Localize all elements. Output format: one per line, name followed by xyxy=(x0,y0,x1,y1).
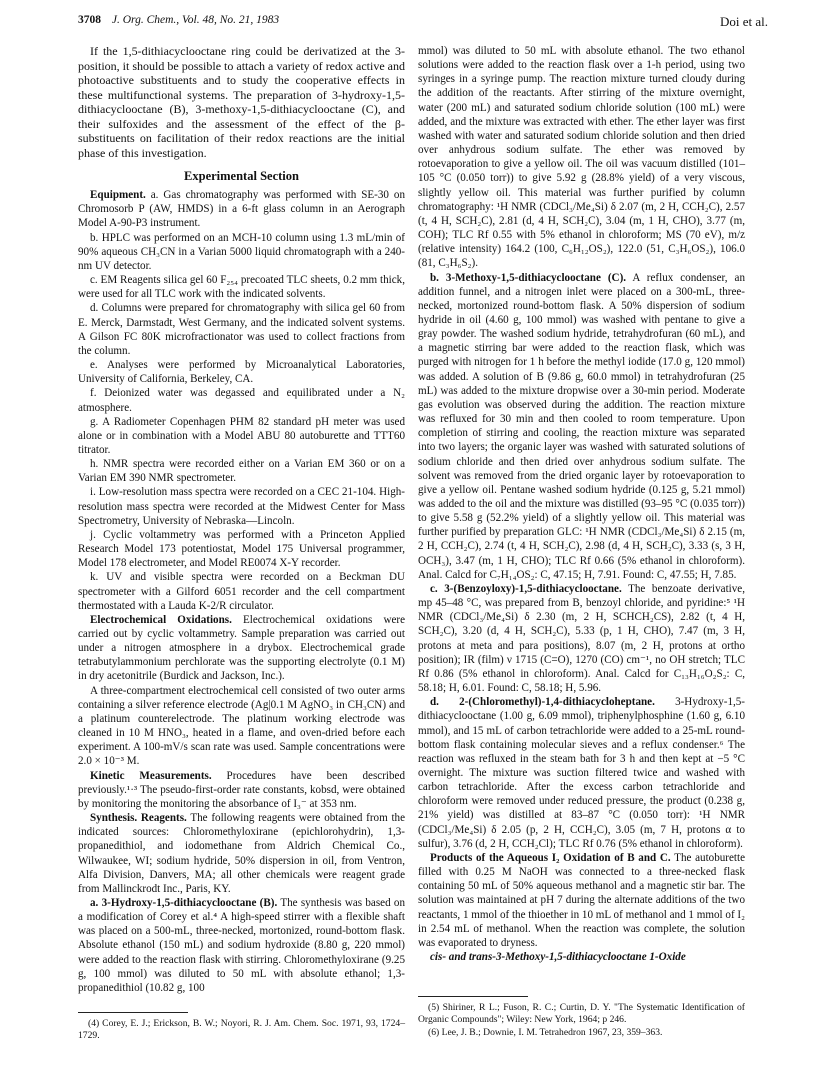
equipment-b: b. HPLC was performed on an MCH-10 column using 1.3 mL/min of 90% aqueous CH₃CN in a Varian 5000 liquid chromatograph with a 240-nm UV detector. xyxy=(78,231,405,272)
left-column xyxy=(78,44,405,995)
synthesis-text: The following reagents were obtained from the indicated sources: Chloromethyloxirane (epichlorohydrin), 1,3-propanedithiol, and iodomethane from Aldrich Chemical Co., Wilwaukee, WI; sodium hydride, 50% dispersion in oil, from Ventron, Alfa Division, Danvers, MA; all other chemicals were reagent grade from Mallinckrodt Inc., Paris, KY. xyxy=(78,812,405,895)
footnote-rule-right xyxy=(418,996,528,997)
chloromethyl-heading: d. 2-(Chloromethyl)-1,4-dithiacycloheptane. xyxy=(430,696,655,709)
electrochem-heading: Electrochemical Oxidations. xyxy=(90,613,232,626)
footnotes-right xyxy=(418,1002,745,1040)
footnotes-left xyxy=(78,1018,405,1043)
products-heading: Products of the Aqueous I₂ Oxidation of B and C. xyxy=(430,851,671,864)
kinetic-paragraph xyxy=(78,769,405,811)
section-title: Experimental Section xyxy=(184,169,299,183)
compound-c-paragraph xyxy=(418,271,745,582)
equipment-c: c. EM Reagents silica gel 60 F₂₅₄ precoated TLC sheets, 0.2 mm thick, were used for all TLC work with the indicated solvents. xyxy=(78,274,405,301)
chloromethyl-text: 3-Hydroxy-1,5-dithiacyclooctane (1.00 g, 6.09 mmol), triphenylphosphine (1.60 g, 6.10 mmol), and 15 mL of carbon tetrachloride were added to a 25-mL round-bottom flask containing molecular sieves and a reflux condenser.⁶ The reaction was refluxed in the steam bath for 3 h and then kept at −5 °C overnight. The mixture was suction filtered twice and washed with carbon tetrachloride. After the excess carbon tetrachloride and chloroform were removed under reduced pressure, the product (0.238 g, 21% yield) was distilled at 83–87 °C (0.050 torr): ¹H NMR (CDCl₃/Me₄Si) δ 2.05 (p, 2 H, CCH₂C), 3.05 (m, 7 H, protons α to sulfur), 3.76 (d, 2 H, CCH₂Cl); TLC Rf 0.76 (5% ethanol in chloroform). xyxy=(418,696,745,850)
equipment-k: k. UV and visible spectra were recorded on a Beckman DU spectrometer with a Gilford 6051 recorder and the cell compartment thermostated with a Lauda K-2/R circulator. xyxy=(78,571,405,612)
page-number: 3708 xyxy=(78,14,101,26)
journal-citation: J. Org. Chem., Vol. 48, No. 21, 1983 xyxy=(111,14,280,26)
compound-b-heading: a. 3-Hydroxy-1,5-dithiacyclooctane (B). xyxy=(90,896,278,909)
equipment-g: g. A Radiometer Copenhagen PHM 82 standard pH meter was used alone or in combination with a Model ABU 80 autoburette and TTT60 titrator. xyxy=(78,415,405,456)
products-paragraph xyxy=(418,851,745,950)
footnote-4: (4) Corey, E. J.; Erickson, B. W.; Noyori, R. J. Am. Chem. Soc. 1971, 93, 1724–1729. xyxy=(78,1018,405,1041)
equipment-paragraph xyxy=(78,188,405,230)
compound-b-text: The synthesis was based on a modification of Corey et al.⁴ A high-speed stirrer with a flexible shaft was placed on a 500-mL, three-necked, mortonized, round-bottom flask. Absolute ethanol (150 mL) and sodium hydroxide (8.80 g, 220 mmol) were added to the reaction flask with stirring. Chloromethyloxirane (9.25 g, 100 mmol) was diluted to 50 mL with absolute ethanol; 1,3-propanedithiol (10.82 g, 100 xyxy=(78,896,405,994)
kinetic-heading: Kinetic Measurements. xyxy=(90,769,212,782)
running-authors: Doi et al. xyxy=(719,14,768,29)
products-text: The autoburette filled with 0.25 M NaOH was connected to a three-necked flask containing 50 mL of 50% aqueous methanol and a magnetic stir bar. The solution was maintained at pH 7 during the alternate additions of the two reactants, 1 mmol of the thioether in 10 mL of methanol and 1 mmol of I₂ in 2.54 mL of methanol. When the reaction was complete, the solution was evaporated to dryness. xyxy=(418,851,746,949)
continued-paragraph: mmol) was diluted to 50 mL with absolute ethanol. The two ethanol solutions were added to the reaction flask over a 1-h period, using two syringes in a syringe pump. The reaction mixture turned cloudy during the addition of the reactants. After stirring of the mixture overnight, water (200 mL) and saturated sodium chloride solution (100 mL) were added, and the mixture was extracted with ether. The ether layer was first washed with water and saturated sodium chloride solution and then dried over anhydrous sodium sulfate. The ether was removed by rotoevaporation to give a yellow oil. The oil was vacuum distilled (101–105 °C (0.050 torr)) to give 5.92 g (28.8% yield) of a very viscous, slightly yellow oil. This material was further purified by column chromatography: ¹H NMR (CDCl₃/Me₄Si) δ 2.07 (m, 2 H, CCH₂C), 2.57 (t, 4 H, SCH₂C), 2.81 (d, 4 H, SCH₂C), 3.04 (m, 1 H, CHO), 3.77 (m, COH); TLC Rf 0.55 with 5% ethanol in chloroform; MS (70 eV), m/z (relative intensity) 164.2 (100, C₆H₁₂OS₂), 122.0 (51, C₃H₆OS₂), 106.0 (81, C₃H₆S₂). xyxy=(418,45,745,270)
sulfoxide-heading-paragraph xyxy=(418,950,745,964)
compound-c-text: A reflux condenser, an addition funnel, and a nitrogen inlet were placed on a 300-mL, three-necked, mortonized round-bottom flask. A 50% dispersion of sodium hydride in oil (4.60 g, 100 mmol) was washed with pentane to give a gray powder. The washed sodium hydride, tetrahydrofuran (60 mL), and a magnetic stirring bar were added to the reaction flask, which was purged with nitrogen for 1 h before the methyl iodide (17.0 g, 120 mmol) was added. A solution of B (9.86 g, 60.0 mmol) in tetrahydrofuran (25 mL) was added to the mixture dropwise over a 30-min period. Moderate gas evolution was observed during the addition. The reaction mixture was refluxed for 30 min and then cooled to room temperature. Upon completion of stirring and cooling, the reaction mixture was separated into two layers; the organic layer was washed with saturated solutions of sodium chloride and then dried over anhydrous sodium sulfate. The solvent was removed from the dried organic layer by rotoevaporation to give a yellow oil. Pentane washed sodium hydride (0.125 g, 5.21 mmol) was added to the oil and the mixture was distilled (93–95 °C (0.035 torr)) to give 5.58 g (52.2% yield) of a slightly yellow oil. This material was further purified by preparation GLC: ¹H NMR (CDCl₃/Me₄Si) δ 2.15 (m, 2 H, CCH₂C), 2.74 (t, 4 H, SCH₂C), 2.98 (d, 4 H, SCH₂C), 3.33 (s, 3 H, OCH₃), 3.47 (m, 1 H, CHO); TLC Rf 0.66 (5% ethanol in chloroform). Anal. Calcd for C₇H₁₄OS₂: C, 47.15; H, 7.91. Found: C, 47.55; H, 7.85. xyxy=(418,271,746,581)
equipment-f: f. Deionized water was degassed and equilibrated under a N₂ atmosphere. xyxy=(78,387,405,414)
compound-c-heading: b. 3-Methoxy-1,5-dithiacyclooctane (C). xyxy=(430,271,627,284)
kinetic-text: Procedures have been described previously.¹·³ The pseudo-first-order rate constants, kobsd, were obtained by monitoring the monitoring the absorbance of I₃⁻ at 353 nm. xyxy=(78,769,405,810)
equipment-heading: Equipment. xyxy=(90,189,146,202)
electrochem-text: Electrochemical oxidations were carried out by cyclic voltammetry. Sample preparation was carried out under a nitrogen atmosphere in a drybox. Electrochemical grade tetrabutylammonium perchlorate was the supporting electrolyte (0.1 M) in dry acetonitrile (Burdick and Jackson, Inc.). xyxy=(78,613,406,683)
equipment-e: e. Analyses were performed by Microanalytical Laboratories, University of California, Berkeley, CA. xyxy=(78,359,405,386)
intro-paragraph: If the 1,5-dithiacyclooctane ring could be derivatized at the 3-position, it should be possible to attach a variety of redox active and photoactive substituents and to study the cooperative effects in these multifunctional systems. The preparation of 3-hydroxy-1,5-dithiacyclooctane (B), 3-methoxy-1,5-dithiacyclooctane (C), and their sulfoxides and the assessment of the effect of the β-substituents on facilitation of their redox reactions are the initial phase of this investigation. xyxy=(78,44,405,160)
footnote-6: (6) Lee, J. B.; Downie, I. M. Tetrahedron 1967, 23, 359–363. xyxy=(428,1027,663,1038)
chloromethyl-paragraph xyxy=(418,695,745,851)
equipment-d: d. Columns were prepared for chromatography with silica gel 60 from E. Merck, Darmstadt, West Germany, and the indicated solvent systems. A Gilson FC 80K microfractionator was used to collect fractions from the column. xyxy=(78,302,405,357)
running-header xyxy=(78,14,768,34)
benzoyloxy-paragraph xyxy=(418,582,745,695)
synthesis-paragraph xyxy=(78,811,405,896)
right-column xyxy=(418,44,745,964)
equipment-h: h. NMR spectra were recorded either on a Varian EM 360 or on a Varian EM 390 NMR spectrometer. xyxy=(78,458,405,485)
equipment-j: j. Cyclic voltammetry was performed with a Princeton Applied Research Model 173 potentiostat, Model 175 Universal programmer, Model 178 electrometer, and Model RE0074 X-Y recorder. xyxy=(78,528,405,570)
footnote-5: (5) Shiriner, R L.; Fuson, R. C.; Curtin, D. Y. "The Systematic Identification of Organic Compounds"; Wiley: New York, 1964; p 246. xyxy=(418,1002,745,1025)
electrochem-paragraph xyxy=(78,613,405,684)
compound-b-paragraph xyxy=(78,896,405,995)
benzoyloxy-heading: c. 3-(Benzoyloxy)-1,5-dithiacyclooctane. xyxy=(430,582,622,595)
sulfoxide-heading: cis- and trans-3-Methoxy-1,5-dithiacyclooctane 1-Oxide xyxy=(430,951,686,963)
equipment-i: i. Low-resolution mass spectra were recorded on a CEC 21-104. High-resolution mass spectra were recorded at the Midwest Center for Mass Spectrometry, University of Nebraska—Lincoln. xyxy=(78,486,405,527)
equipment-a: a. Gas chromatography was performed with SE-30 on Chromosorb P (AW, HMDS) in a 6-ft glass column in an Aerograph Model A-90-P3 instrument. xyxy=(78,189,405,230)
synthesis-heading: Synthesis. Reagents. xyxy=(90,812,187,825)
electrochem-cell-paragraph: A three-compartment electrochemical cell consisted of two outer arms containing a silver reference electrode (Ag|0.1 M AgNO₃ in CH₃CN) and a platinum counterelectrode. The platinum working electrode was cleaned in 10 M HNO₃, heated in a flame, and oven-dried before each experiment. A 100-mV/s scan rate was used. Sample concentrations were 2.0 × 10⁻³ M. xyxy=(78,684,405,768)
benzoyloxy-text: The benzoate derivative, mp 45–48 °C, was prepared from B, benzoyl chloride, and pyridine:⁵ ¹H NMR (CDCl₃/Me₄Si) δ 2.30 (m, 2 H, SCHCH₂CS), 2.82 (t, 4 H, SCH₂C), 3.20 (d, 4 H, SCH₂C), 5.33 (p, 1 H, CHO), 7.47 (m, 3 H, protons at meta and para positions), 8.07 (m, 2 H, protons at ortho position); IR (film) ν 1715 (C=O), 1270 (CO) cm⁻¹, no OH stretch; TLC Rf 0.86 (5% ethanol in chloroform). Anal. Calcd for C₁₃H₁₆O₂S₂: C, 58.18; H, 6.01. Found: C, 58.18; H, 5.96. xyxy=(418,582,745,695)
footnote-rule-left xyxy=(78,1012,188,1013)
